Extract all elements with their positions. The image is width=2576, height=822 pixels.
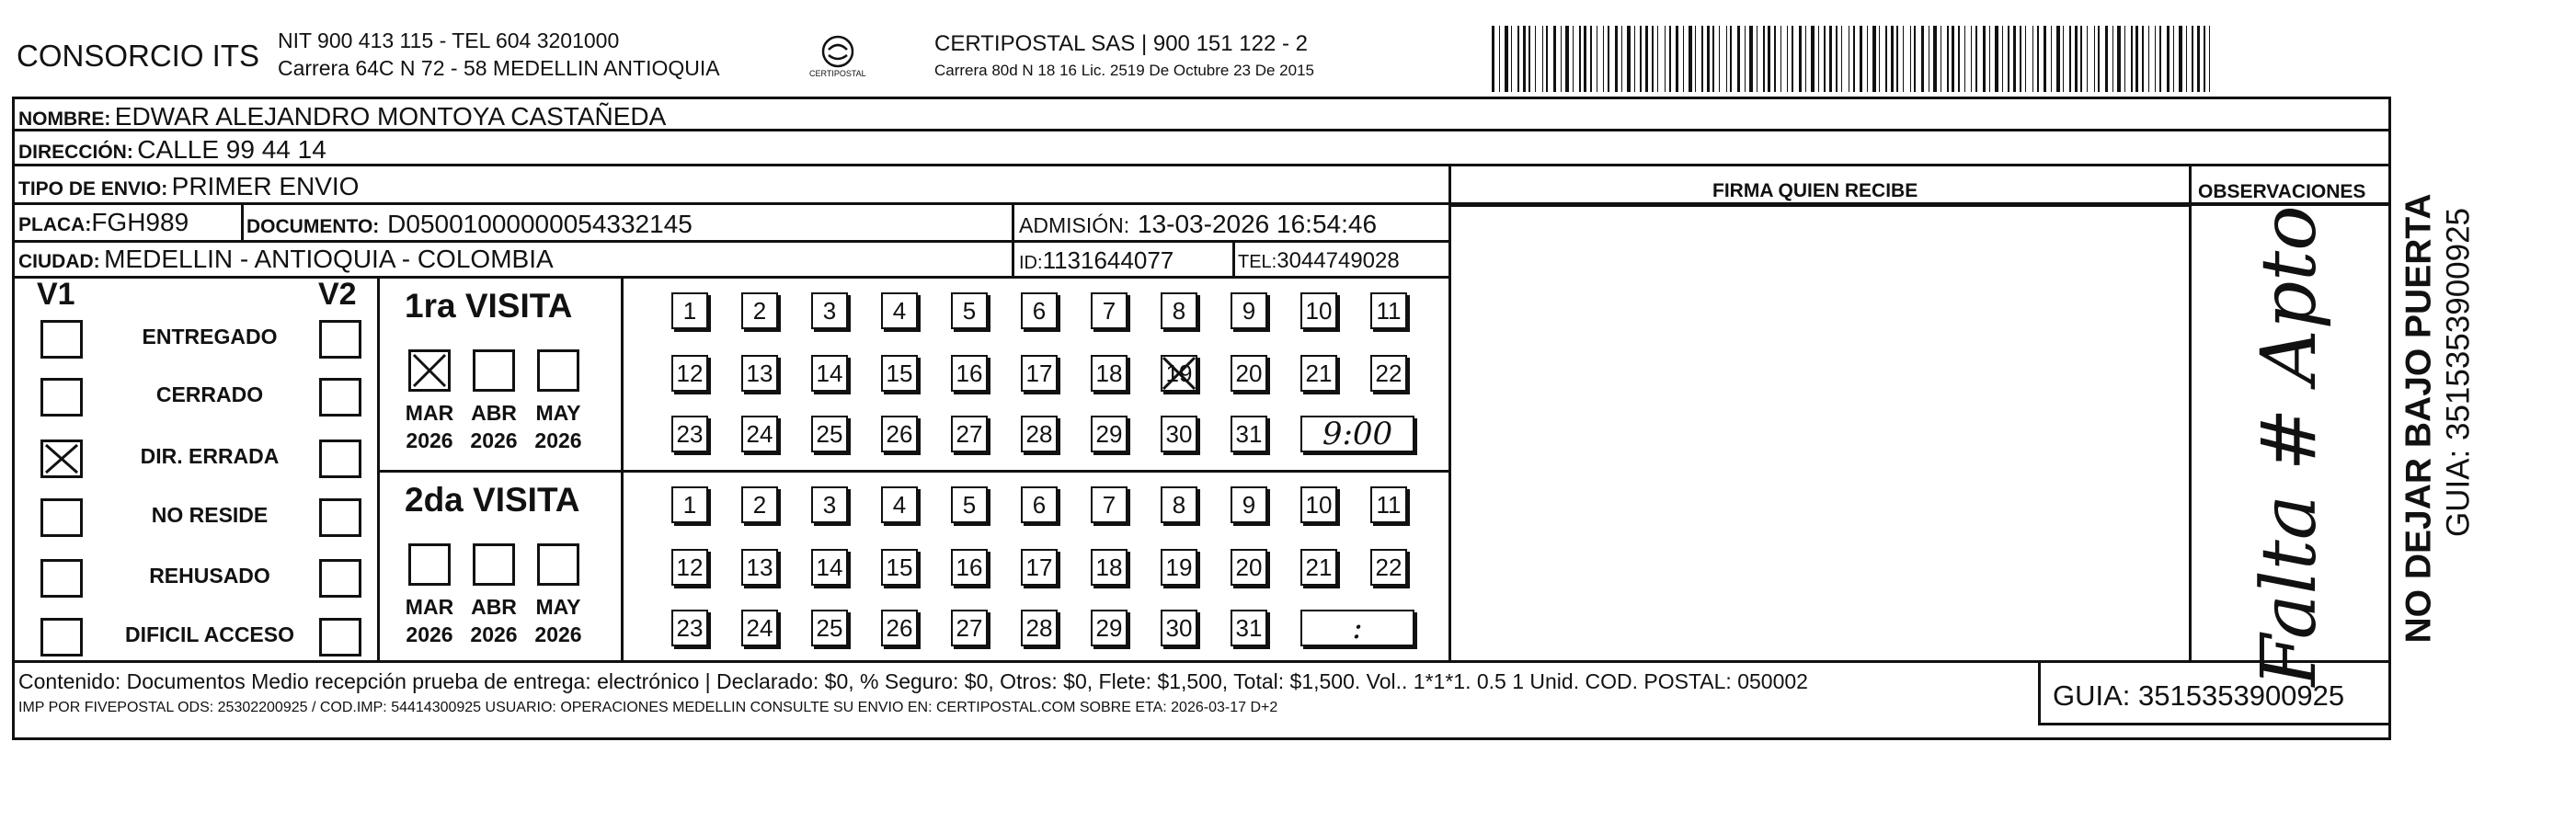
cell-divider <box>1012 202 1014 276</box>
day-box[interactable]: 1 <box>671 486 708 523</box>
logo-text: CERTIPOSTAL <box>809 69 866 78</box>
nombre-label: NOMBRE: <box>18 108 111 130</box>
month-year: 2026 <box>406 428 453 452</box>
row-divider <box>12 660 2391 663</box>
company-nit: NIT 900 413 115 - TEL 604 3201000 <box>278 29 620 52</box>
barcode-bar <box>1657 26 1658 92</box>
day-box[interactable]: 3 <box>811 292 848 329</box>
tel-field <box>1238 250 1400 272</box>
obs-divider <box>2189 164 2192 660</box>
day-box[interactable]: 16 <box>951 355 988 392</box>
cell-divider <box>1232 240 1235 276</box>
month-label: MAR <box>405 595 454 619</box>
barcode-bar <box>1811 26 1815 92</box>
day-box[interactable]: 5 <box>951 292 988 329</box>
month-year: 2026 <box>534 622 582 646</box>
v1-label: V1 <box>37 277 75 312</box>
v1-checkbox[interactable] <box>40 378 83 417</box>
day-box[interactable]: 8 <box>1161 292 1197 329</box>
observaciones-header: OBSERVACIONES <box>2198 181 2366 202</box>
barcode-bar <box>1565 26 1569 92</box>
day-box[interactable]: 4 <box>881 486 918 523</box>
barcode-bar <box>2179 26 2182 92</box>
barcode-bar <box>1853 26 1855 92</box>
barcode-bar <box>1528 26 1530 92</box>
placa-value: FGH989 <box>91 208 189 236</box>
barcode-bar <box>2209 26 2210 92</box>
barcode-bar <box>2080 26 2082 92</box>
barcode-bar <box>2155 26 2156 92</box>
month-year: 2026 <box>470 428 518 452</box>
barcode-bar <box>1867 26 1868 92</box>
barcode-bar <box>1829 26 1832 92</box>
barcode-bar <box>1499 26 1500 92</box>
tipo-field <box>18 174 359 200</box>
month-checkbox[interactable] <box>473 349 515 392</box>
firma-header: FIRMA QUIEN RECIBE <box>1712 180 1918 201</box>
firma-divider <box>1448 164 1451 660</box>
day-box[interactable]: 19 <box>1161 355 1197 392</box>
day-box[interactable]: 25 <box>811 416 848 452</box>
barcode-bar <box>2075 26 2078 92</box>
barcode-bar <box>2173 26 2174 92</box>
day-box[interactable]: 15 <box>881 355 918 392</box>
visit-title: 1ra VISITA <box>405 287 573 325</box>
barcode-bar <box>1542 26 1543 92</box>
month-label: ABR <box>471 595 517 619</box>
day-box[interactable]: 23 <box>671 416 708 452</box>
month-year: 2026 <box>534 428 582 452</box>
v1-checkbox[interactable] <box>40 440 83 478</box>
day-box[interactable]: 11 <box>1370 292 1407 329</box>
visit-row-divider <box>377 470 1451 473</box>
barcode-bar <box>2044 26 2046 92</box>
status-label: DIFICIL ACCESO <box>124 622 294 646</box>
tel-label: TEL: <box>1238 252 1277 272</box>
form-frame <box>12 97 2391 740</box>
direccion-label: DIRECCIÓN: <box>18 142 133 163</box>
barcode-bar <box>2197 26 2200 92</box>
day-box[interactable]: 30 <box>1161 610 1197 646</box>
tel-value: 3044749028 <box>1277 248 1400 273</box>
admision-label: ADMISIÓN: <box>1019 213 1130 237</box>
guia-box: GUIA: 3515353900925 <box>2053 679 2345 712</box>
barcode-bar <box>2098 26 2100 92</box>
month-checkbox[interactable] <box>537 543 579 586</box>
day-box[interactable]: 15 <box>881 549 918 586</box>
barcode-bar <box>2051 26 2052 92</box>
barcode-bar <box>1652 26 1654 92</box>
barcode-bar <box>1695 26 1696 92</box>
day-box[interactable]: 18 <box>1091 549 1128 586</box>
month-label: MAY <box>535 595 581 619</box>
barcode-bar <box>1903 26 1904 92</box>
ciudad-value: MEDELLIN - ANTIOQUIA - COLOMBIA <box>104 245 554 273</box>
barcode-bar <box>1517 26 1519 92</box>
barcode-bar <box>1975 26 1977 92</box>
v2-checkbox[interactable] <box>319 618 361 656</box>
day-box[interactable]: 7 <box>1091 486 1128 523</box>
guia-box-bottom <box>2038 723 2391 725</box>
month-checkbox[interactable] <box>473 543 515 586</box>
barcode-bar <box>1584 26 1586 92</box>
status-label: REHUSADO <box>149 564 270 588</box>
certipostal-subtitle: Carrera 80d N 18 16 Lic. 2519 De Octubre 23 De 2015 <box>934 62 1314 79</box>
barcode-bar <box>1989 26 1990 92</box>
cell-divider <box>241 202 244 240</box>
barcode-bar <box>2124 26 2125 92</box>
day-box[interactable]: 20 <box>1231 355 1267 392</box>
id-value: 1131644077 <box>1042 246 1174 274</box>
barcode-bar <box>1763 26 1765 92</box>
barcode-bar <box>1824 26 1826 92</box>
barcode-bar <box>1505 26 1508 92</box>
barcode-bar <box>1712 26 1714 92</box>
day-box[interactable]: 16 <box>951 549 988 586</box>
direccion-value: CALLE 99 44 14 <box>137 135 326 164</box>
barcode-bar <box>1841 26 1842 92</box>
month-label: MAY <box>535 401 581 425</box>
day-box[interactable]: 24 <box>741 416 778 452</box>
day-box[interactable]: 2 <box>741 292 778 329</box>
month-checkbox[interactable] <box>408 543 451 586</box>
day-box[interactable]: 14 <box>811 355 848 392</box>
barcode-bar <box>2087 26 2088 92</box>
row-divider <box>12 164 2391 166</box>
barcode-bar <box>1627 26 1631 92</box>
visit-time-box[interactable]: : <box>1300 610 1414 646</box>
v1-checkbox[interactable] <box>40 559 83 598</box>
x-mark-icon <box>411 352 448 389</box>
barcode-bar <box>1792 26 1793 92</box>
month-year: 2026 <box>406 622 453 646</box>
day-box[interactable]: 12 <box>671 355 708 392</box>
v1-checkbox[interactable] <box>40 618 83 656</box>
day-box[interactable]: 11 <box>1370 486 1407 523</box>
documento-value: D05001000000054332145 <box>387 210 693 238</box>
day-box[interactable]: 12 <box>671 549 708 586</box>
barcode-bar <box>2204 26 2205 92</box>
nombre-value: EDWAR ALEJANDRO MONTOYA CASTAÑEDA <box>114 102 667 131</box>
barcode-bar <box>1805 26 1806 92</box>
company-address: Carrera 64C N 72 - 58 MEDELLIN ANTIOQUIA <box>278 56 720 80</box>
footer-imp: IMP POR FIVEPOSTAL ODS: 25302200925 / COD.IMP: 54414300925 USUARIO: OPERACIONES MEDELLIN CONSULTE SU ENVIO EN: CERTIPOSTAL.COM SOBRE ETA: 2026-03-17 D+2 <box>18 700 1278 715</box>
day-box[interactable]: 17 <box>1021 549 1058 586</box>
direccion-field <box>18 137 326 163</box>
day-box[interactable]: 1 <box>671 292 708 329</box>
barcode-bar <box>2167 26 2170 92</box>
barcode-bar <box>2032 26 2033 92</box>
v2-checkbox[interactable] <box>319 559 361 598</box>
barcode-bar <box>1615 26 1618 92</box>
barcode-bar <box>1933 26 1937 92</box>
v2-checkbox[interactable] <box>319 320 361 359</box>
barcode-bar <box>2037 26 2039 92</box>
day-box[interactable]: 10 <box>1300 292 1337 329</box>
admision-field <box>1019 211 1377 237</box>
visit-divider <box>377 276 380 660</box>
x-mark-icon <box>1161 355 1197 392</box>
barcode-bar <box>1799 26 1802 92</box>
barcode-bar <box>1608 26 1609 92</box>
barcode-bar <box>1879 26 1880 92</box>
barcode-bar <box>2192 26 2193 92</box>
barcode-bar <box>2013 26 2016 92</box>
barcode-bar <box>2069 26 2071 92</box>
id-field <box>1019 248 1174 272</box>
barcode-bar <box>1511 26 1512 92</box>
row-divider <box>1451 204 2192 207</box>
row-divider <box>12 276 1448 279</box>
day-box[interactable]: 5 <box>951 486 988 523</box>
guia-divider <box>2038 660 2041 723</box>
barcode-bar <box>1573 26 1574 92</box>
barcode-bar <box>1621 26 1622 92</box>
admision-value: 13-03-2026 16:54:46 <box>1138 210 1378 238</box>
barcode-bar <box>2020 26 2021 92</box>
day-box[interactable]: 6 <box>1021 486 1058 523</box>
barcode-bar <box>1891 26 1894 92</box>
day-box[interactable]: 23 <box>671 610 708 646</box>
barcode-bar <box>1896 26 1898 92</box>
barcode-bar <box>1669 26 1671 92</box>
barcode-bar <box>1737 26 1740 92</box>
status-label: ENTREGADO <box>142 325 278 348</box>
barcode-bar <box>1995 26 1998 92</box>
barcode-bar <box>1914 26 1916 92</box>
logo-mark-icon <box>813 33 863 70</box>
barcode-bar <box>2117 26 2121 92</box>
v1-checkbox[interactable] <box>40 498 83 537</box>
barcode-bar <box>1921 26 1924 92</box>
v2-checkbox[interactable] <box>319 378 361 417</box>
barcode-bar <box>1860 26 1862 92</box>
barcode-bar <box>1749 26 1753 92</box>
barcode-bar <box>1947 26 1949 92</box>
barcode-bar <box>1745 26 1746 92</box>
day-box[interactable]: 18 <box>1091 355 1128 392</box>
day-box[interactable]: 20 <box>1231 549 1267 586</box>
day-box[interactable]: 28 <box>1021 416 1058 452</box>
day-box[interactable]: 6 <box>1021 292 1058 329</box>
barcode-bar <box>1730 26 1732 92</box>
day-box[interactable]: 26 <box>881 610 918 646</box>
barcode-bar <box>2112 26 2113 92</box>
barcode-bar <box>1492 26 1494 92</box>
month-checkbox[interactable] <box>408 349 451 392</box>
day-box[interactable]: 22 <box>1370 355 1407 392</box>
barcode-bar <box>1603 26 1604 92</box>
barcode-bar <box>2063 26 2064 92</box>
barcode-bar <box>1780 26 1781 92</box>
ciudad-field <box>18 246 554 272</box>
day-box[interactable]: 31 <box>1231 416 1267 452</box>
day-box[interactable]: 7 <box>1091 292 1128 329</box>
barcode-bar <box>1719 26 1720 92</box>
barcode-bar <box>2105 26 2108 92</box>
day-box[interactable]: 4 <box>881 292 918 329</box>
placa-field <box>18 210 189 235</box>
barcode-bar <box>1535 26 1536 92</box>
barcode-bar <box>1910 26 1911 92</box>
day-box[interactable]: 27 <box>951 610 988 646</box>
day-box[interactable]: 19 <box>1161 549 1197 586</box>
barcode-bar <box>1964 26 1965 92</box>
v2-checkbox[interactable] <box>319 498 361 537</box>
visit-title: 2da VISITA <box>405 481 580 519</box>
barcode-bar <box>1958 26 1960 92</box>
day-box[interactable]: 2 <box>741 486 778 523</box>
barcode-bar <box>1640 26 1642 92</box>
barcode-bar <box>2094 26 2095 92</box>
tipo-label: TIPO DE ENVIO: <box>18 178 168 200</box>
barcode-bar <box>1726 26 1727 92</box>
barcode-bar <box>1590 26 1592 92</box>
placa-label: PLACA: <box>18 214 92 235</box>
barcode-bar <box>1645 26 1648 92</box>
footer-contenido: Contenido: Documentos Medio recepción prueba de entrega: electrónico | Declarado: $0, % Seguro: $0, Otros: $0, Flete: $1,500, Total: $1,500. Vol.. 1*1*1. 0.5 1 Unid. COD. POSTAL: 050002 <box>18 669 1808 693</box>
barcode-bar <box>1768 26 1770 92</box>
month-checkbox[interactable] <box>537 349 579 392</box>
side-guia: GUIA: 3515353900925 <box>2440 207 2477 538</box>
barcode-bar <box>2186 26 2187 92</box>
barcode-bar <box>1561 26 1562 92</box>
day-box[interactable]: 14 <box>811 549 848 586</box>
day-box[interactable]: 17 <box>1021 355 1058 392</box>
v1-checkbox[interactable] <box>40 320 83 359</box>
side-panel <box>2391 97 2511 740</box>
certipostal-logo <box>809 33 866 83</box>
barcode-bar <box>1676 26 1678 92</box>
day-box[interactable]: 22 <box>1370 549 1407 586</box>
day-box[interactable]: 28 <box>1021 610 1058 646</box>
barcode-bar <box>1818 26 1819 92</box>
v2-checkbox[interactable] <box>319 440 361 478</box>
day-box[interactable]: 29 <box>1091 416 1128 452</box>
visit-time-box[interactable]: 9:00 <box>1300 416 1414 452</box>
barcode-bar <box>2135 26 2138 92</box>
day-box[interactable]: 9 <box>1231 486 1267 523</box>
barcode-bar <box>1836 26 1838 92</box>
ciudad-label: CIUDAD: <box>18 251 100 272</box>
documento-label: DOCUMENTO: <box>246 216 380 237</box>
day-box[interactable]: 26 <box>881 416 918 452</box>
day-box[interactable]: 10 <box>1300 486 1337 523</box>
no-dejar-bajo-puerta: NO DEJAR BAJO PUERTA <box>2399 193 2439 644</box>
day-box[interactable]: 27 <box>951 416 988 452</box>
company-name: CONSORCIO ITS <box>17 39 260 73</box>
nombre-field <box>18 104 666 130</box>
barcode-bar <box>1665 26 1666 92</box>
barcode-bar <box>2056 26 2060 92</box>
barcode-bar <box>1701 26 1703 92</box>
day-box[interactable]: 13 <box>741 549 778 586</box>
barcode-bar <box>1689 26 1692 92</box>
day-box[interactable]: 24 <box>741 610 778 646</box>
day-marked <box>1161 355 1197 392</box>
barcode-bar <box>2025 26 2026 92</box>
barcode-bar <box>2002 26 2003 92</box>
id-label: ID: <box>1019 253 1043 273</box>
barcode-bar <box>1553 26 1556 92</box>
status-label: DIR. ERRADA <box>140 444 280 468</box>
tipo-value: PRIMER ENVIO <box>171 172 360 200</box>
barcode-bar <box>1774 26 1776 92</box>
x-mark-icon <box>43 442 80 475</box>
barcode-bar <box>1952 26 1954 92</box>
month-year: 2026 <box>470 622 518 646</box>
day-box[interactable]: 31 <box>1231 610 1267 646</box>
barcode-bar <box>1683 26 1684 92</box>
barcode-bar <box>1971 26 1972 92</box>
barcode-bar <box>1787 26 1788 92</box>
day-box[interactable]: 13 <box>741 355 778 392</box>
month-label: MAR <box>405 401 454 425</box>
day-box[interactable]: 9 <box>1231 292 1267 329</box>
barcode-bar <box>1523 26 1526 92</box>
barcode-bar <box>1872 26 1876 92</box>
barcode <box>1492 26 2218 92</box>
barcode-bar <box>1579 26 1581 92</box>
barcode-bar <box>1634 26 1635 92</box>
day-box[interactable]: 3 <box>811 486 848 523</box>
barcode-bar <box>1983 26 1986 92</box>
day-box[interactable]: 21 <box>1300 355 1337 392</box>
status-label: CERRADO <box>155 382 264 406</box>
day-box[interactable]: 25 <box>811 610 848 646</box>
barcode-bar <box>1546 26 1548 92</box>
certipostal-title: CERTIPOSTAL SAS | 900 151 122 - 2 <box>934 31 1308 56</box>
documento-field <box>246 211 693 237</box>
day-box[interactable]: 8 <box>1161 486 1197 523</box>
observacion-manuscrita <box>2212 205 2368 687</box>
barcode-bar <box>2131 26 2133 92</box>
v2-label: V2 <box>318 277 357 312</box>
barcode-bar <box>1707 26 1710 92</box>
barcode-bar <box>2148 26 2149 92</box>
barcode-bar <box>1885 26 1887 92</box>
barcode-bar <box>2159 26 2161 92</box>
day-box[interactable]: 30 <box>1161 416 1197 452</box>
day-box[interactable]: 21 <box>1300 549 1337 586</box>
observacion-text: Falta # Apto <box>2246 205 2333 687</box>
barcode-bar <box>2008 26 2009 92</box>
status-label: NO RESIDE <box>151 503 269 527</box>
visit-divider <box>621 276 624 660</box>
month-label: ABR <box>471 401 517 425</box>
day-box[interactable]: 29 <box>1091 610 1128 646</box>
barcode-bar <box>2142 26 2144 92</box>
